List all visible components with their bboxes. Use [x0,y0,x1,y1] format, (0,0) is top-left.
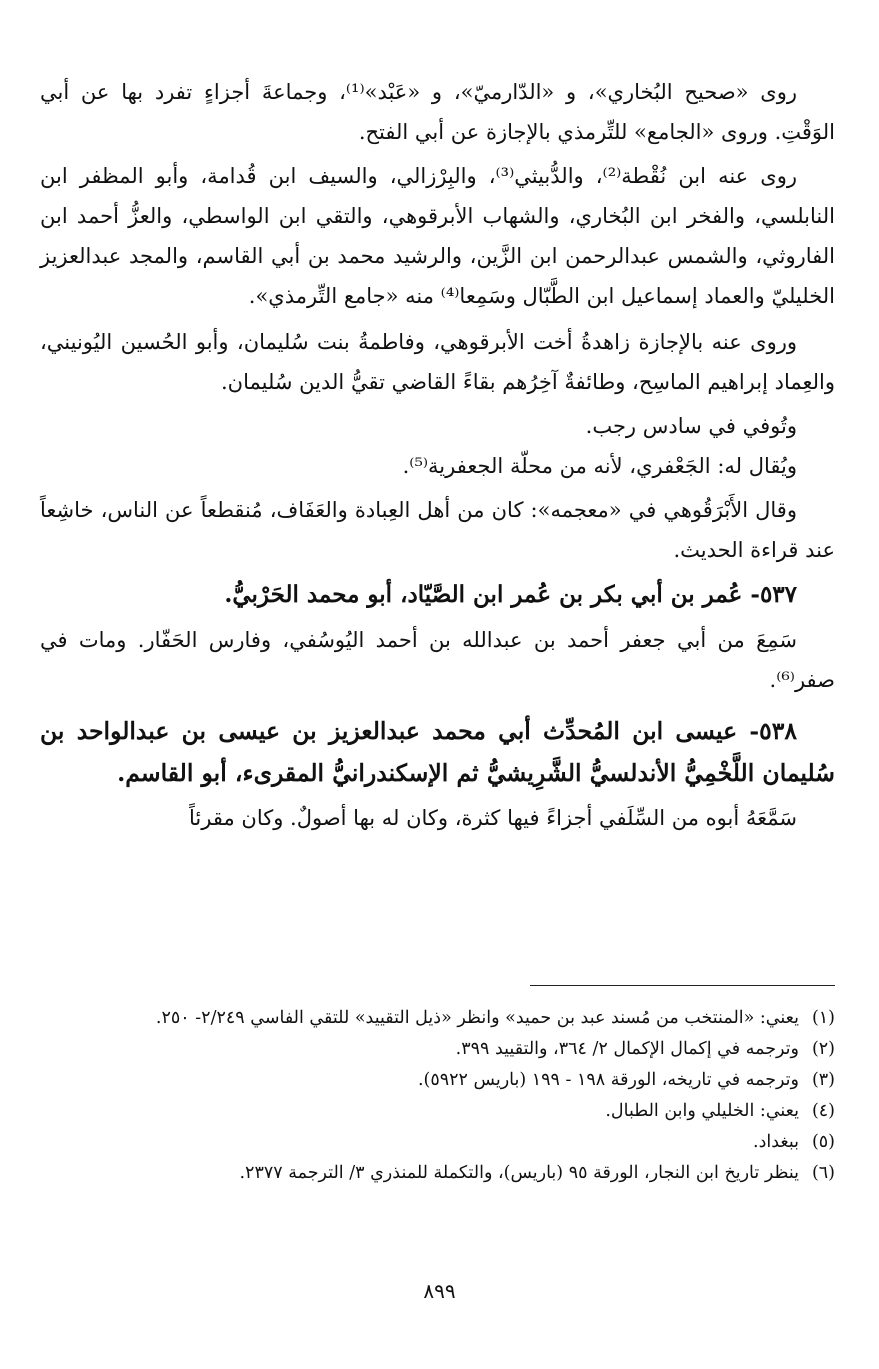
main-text [40,72,835,838]
paragraph-transmission: روى «صحيح البُخاري»، و «الدّارميّ»، و «عَبْد»⁽¹⁾، وجماعةَ أجزاءٍ تفرد بها عن أبي الوَقْتِ. وروى «الجامع» للتِّرمذي بالإجازة عن أبي الفتح. [40,80,835,144]
paragraph-nisba: ويُقال له: الجَعْفري، لأنه من محلّة الجعفرية⁽⁵⁾. [402,454,797,478]
paragraph-abarquhi: وقال الأَبْرَقُوهي في «معجمه»: كان من أهل العِبادة والعَفَاف، مُنقطعاً عن الناس، خاشِعاً عند قراءة الحديث. [40,498,835,562]
footnote-item [40,1065,835,1096]
entry-538-text: سَمَّعَهُ أبوه من السِّلَفي أجزاءً فيها كثرة، وكان له بها أصولٌ. وكان مقرئاً [189,806,797,830]
footnote-text: يعني: الخليلي وابن الطبال. [605,1101,799,1121]
footnote-number: (٤) [811,1101,835,1121]
footnote-number: (٢) [811,1039,835,1059]
footnote-number: (٥) [811,1132,835,1152]
paragraph-narrators: روى عنه ابن نُقْطة⁽²⁾، والدُّبيثي⁽³⁾، والبِرْزالي، والسيف ابن قُدامة، وأبو المظفر ابن النابلسي، والفخر ابن البُخاري، والشهاب الأبرقوهي، والتقي ابن الواسطي، والعزُّ أحمد ابن الفاروثي، والشمس عبدالرحمن ابن الزَّين، والرشيد محمد بن أبي القاسم، والمجد عبدالعزيز الخليليّ والعماد إسماعيل ابن الطَّبّال وسَمِعا⁽⁴⁾ منه «جامع التِّرمذي». [40,164,836,308]
entry-537-heading: ٥٣٧- عُمر بن أبي بكر بن عُمر ابن الصَّيّاد، أبو محمد الحَرْبيُّ. [224,581,797,608]
footnote-number: (٦) [811,1163,835,1183]
footnote-text: وترجمه في إكمال الإكمال ٢/ ٣٦٤، والتقييد ٣٩٩. [455,1039,799,1059]
footnote-item [40,1034,835,1065]
footnote-separator [530,985,835,986]
paragraph-death: وتُوفي في سادس رجب. [585,414,797,438]
footnote-number: (٣) [811,1070,835,1090]
footnote-text: يعني: «المنتخب من مُسند عبد بن حميد» وانظر «ذيل التقييد» للتقي الفاسي ٢/٢٤٩- ٢٥٠. [155,1008,799,1028]
entry-538-heading: ٥٣٨- عيسى ابن المُحدِّث أبي محمد عبدالعزيز بن عيسى بن عبدالواحد بن سُليمان اللَّخْمِيُّ الأندلسيُّ الشَّرِيشيُّ ثم الإسكندرانيُّ المقرىء، أبو القاسم. [40,717,835,787]
footnote-item [40,1127,835,1158]
footnote-item [40,1003,835,1034]
footnote-text: ببغداد. [753,1132,799,1152]
page-number: ٨٩٩ [423,1279,456,1303]
footnotes [40,1003,835,1189]
footnote-number: (١) [811,1008,835,1028]
paragraph-ijaza: وروى عنه بالإجازة زاهدةُ أخت الأبرقوهي، وفاطمةُ بنت سُليمان، وأبو الحُسين اليُونيني، والعِماد إبراهيم الماسِح، وطائفةٌ آخِرُهم بقاءً القاضي تقيُّ الدين سُليمان. [40,330,835,394]
footnote-text: وترجمه في تاريخه، الورقة ١٩٨ - ١٩٩ (باريس ٥٩٢٢). [417,1070,799,1090]
footnote-item [40,1096,835,1127]
entry-537-text: سَمِعَ من أبي جعفر أحمد بن عبدالله بن أحمد اليُوسُفي، وفارس الحَفّار. ومات في صفر⁽⁶⁾. [40,628,835,692]
footnote-text: ينظر تاريخ ابن النجار، الورقة ٩٥ (باريس)، والتكملة للمنذري ٣/ الترجمة ٢٣٧٧. [239,1163,799,1183]
footnote-item [40,1158,835,1189]
